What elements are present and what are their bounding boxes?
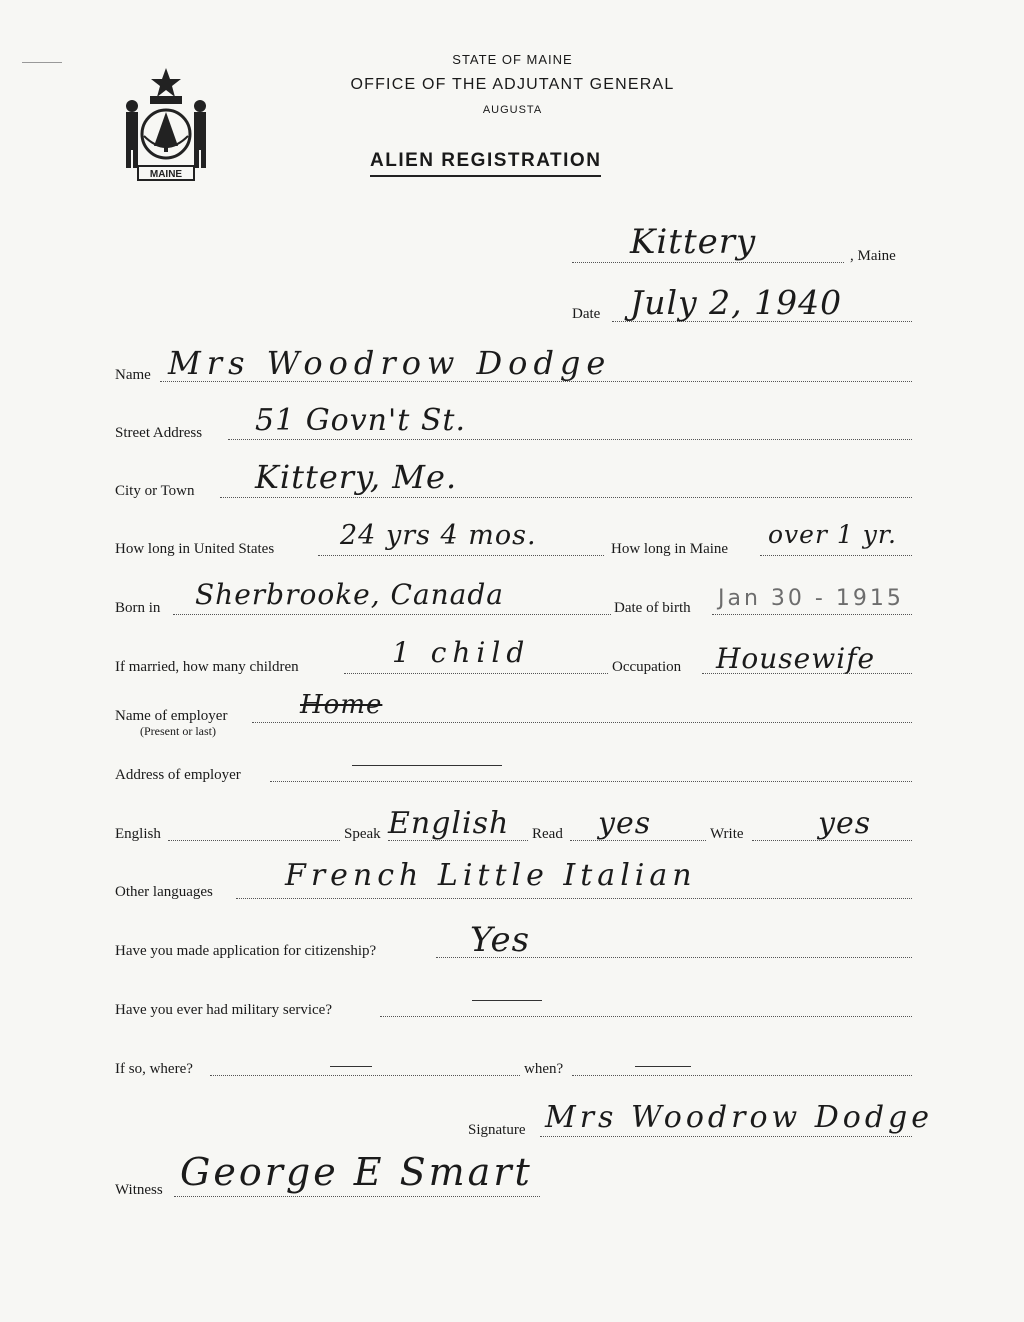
born-in-value: Sherbrooke, Canada <box>195 578 504 611</box>
where-line <box>210 1075 520 1076</box>
employer-line <box>252 722 912 723</box>
where-dash <box>330 1066 372 1067</box>
military-label: Have you ever had military service? <box>115 1002 332 1018</box>
town-line <box>572 262 844 263</box>
witness-label: Witness <box>115 1182 163 1198</box>
street-address-label: Street Address <box>115 425 203 441</box>
city-label: City or Town <box>115 483 195 499</box>
how-long-us-label: How long in United States <box>115 541 275 557</box>
maine-state-seal <box>112 66 220 188</box>
header-office: OFFICE OF THE ADJUTANT GENERAL <box>350 76 675 93</box>
maine-label: , Maine <box>850 248 896 264</box>
other-languages-value: French Little Italian <box>285 858 697 893</box>
when-label: when? <box>524 1061 564 1077</box>
when-line <box>572 1075 912 1076</box>
signature-label: Signature <box>468 1122 526 1138</box>
street-address-line <box>228 439 912 440</box>
write-label: Write <box>710 826 744 842</box>
name-label: Name <box>115 367 151 383</box>
children-line <box>344 673 608 674</box>
employer-address-dash <box>352 765 502 766</box>
seal-text: MAINE <box>149 169 183 180</box>
born-in-line <box>173 614 611 615</box>
date-of-birth-line <box>712 614 912 615</box>
header-state: STATE OF MAINE <box>452 52 573 67</box>
date-of-birth-value: Jan 30 - 1915 <box>718 586 904 611</box>
speak-label: Speak <box>344 826 381 842</box>
when-dash <box>635 1066 691 1067</box>
employer-label: Name of employer <box>115 708 228 724</box>
town-value: Kittery <box>630 222 757 262</box>
header-city: AUGUSTA <box>482 104 543 116</box>
corner-mark <box>22 62 62 63</box>
citizenship-value: Yes <box>470 920 531 960</box>
other-languages-line <box>236 898 912 899</box>
employer-address-line <box>270 781 912 782</box>
date-of-birth-label: Date of birth <box>614 600 691 616</box>
born-in-label: Born in <box>115 600 161 616</box>
how-long-maine-value: over 1 yr. <box>768 520 897 549</box>
where-label: If so, where? <box>115 1061 193 1077</box>
military-dash <box>472 1000 542 1001</box>
witness-value: George E Smart <box>180 1150 533 1194</box>
read-value: yes <box>598 806 652 841</box>
signature-line <box>540 1136 912 1137</box>
how-long-us-line <box>318 555 604 556</box>
employer-address-label: Address of employer <box>115 767 241 783</box>
speak-value: English <box>388 806 510 841</box>
how-long-us-value: 24 yrs 4 mos. <box>340 520 537 551</box>
occupation-value: Housewife <box>716 642 876 675</box>
how-long-maine-label: How long in Maine <box>611 541 729 557</box>
employer-sublabel: (Present or last) <box>140 724 216 738</box>
military-line <box>380 1016 912 1017</box>
street-address-value: 51 Govn't St. <box>255 403 466 438</box>
children-value: 1 child <box>392 636 531 669</box>
citizenship-label: Have you made application for citizenship? <box>115 943 377 959</box>
city-line <box>220 497 912 498</box>
read-label: Read <box>532 826 563 842</box>
occupation-label: Occupation <box>612 659 682 675</box>
city-value: Kittery, Me. <box>255 458 458 496</box>
date-value: July 2, 1940 <box>630 283 843 322</box>
how-long-maine-line <box>760 555 912 556</box>
witness-line <box>174 1196 540 1197</box>
write-value: yes <box>818 806 872 841</box>
date-label: Date <box>572 306 601 322</box>
signature-value: Mrs Woodrow Dodge <box>545 1100 934 1135</box>
other-languages-label: Other languages <box>115 884 213 900</box>
employer-value: Home <box>300 690 383 720</box>
children-label: If married, how many children <box>115 659 299 675</box>
form-title: ALIEN REGISTRATION <box>370 150 601 177</box>
english-label: English <box>115 826 161 842</box>
name-value: Mrs Woodrow Dodge <box>168 344 612 382</box>
english-line <box>168 840 340 841</box>
